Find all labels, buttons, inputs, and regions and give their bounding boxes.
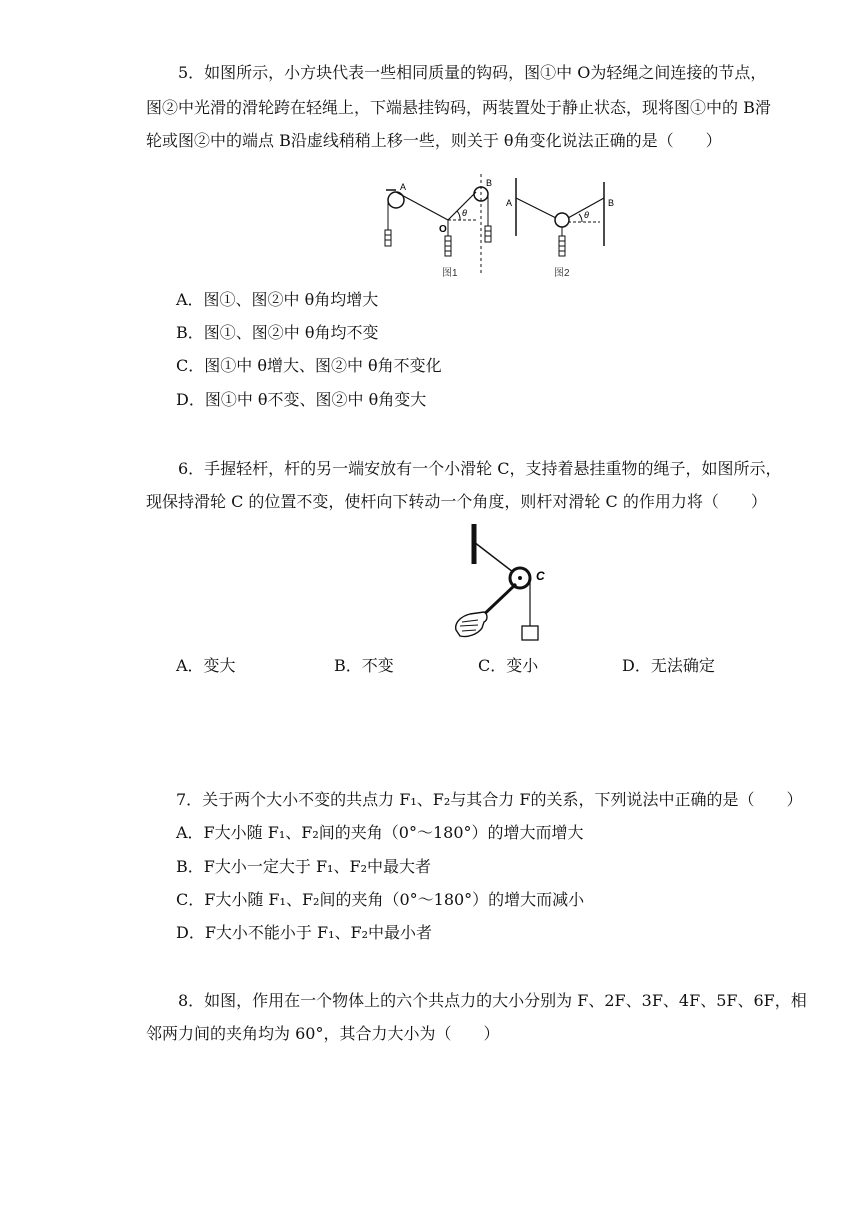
fig1-label-theta: θ (462, 208, 467, 218)
fig2-label-a: A (506, 198, 513, 208)
q5-figure (378, 166, 630, 282)
q6-option-d[interactable]: D．无法确定 (622, 656, 715, 675)
q7-option-c[interactable]: C．F大小随 F₁、F₂间的夹角（0°～180°）的增大而减小 (176, 890, 585, 909)
q5-option-d[interactable]: D．图①中 θ不变、图②中 θ角变大 (176, 390, 427, 409)
fig1-caption: 图1 (442, 268, 458, 279)
pulley-c-label: C (536, 569, 545, 583)
q5-option-a[interactable]: A．图①、图②中 θ角均增大 (176, 290, 379, 309)
q5-stem-line2: 图②中光滑的滑轮跨在轻绳上，下端悬挂钩码，两装置处于静止状态，现将图①中的 B滑 (146, 98, 771, 117)
fig2-label-b: B (608, 198, 615, 208)
q6-stem-line2: 现保持滑轮 C 的位置不变，使杆向下转动一个角度，则杆对滑轮 C 的作用力将（ ） (146, 492, 767, 511)
q5-figure-2 (506, 178, 614, 279)
q6-stem-line1: 6．手握轻杆，杆的另一端安放有一个小滑轮 C，支持着悬挂重物的绳子，如图所示， (178, 459, 782, 478)
weight-icon (385, 230, 391, 246)
fig2-caption: 图2 (554, 268, 570, 279)
weight-icon (522, 626, 538, 640)
fig1-label-o: O (439, 224, 447, 235)
q6-figure (448, 522, 558, 644)
q5-option-c[interactable]: C．图①中 θ增大、图②中 θ角不变化 (176, 356, 442, 375)
q5-stem-line3: 轮或图②中的端点 B沿虚线稍稍上移一些，则关于 θ角变化说法正确的是（ ） (146, 131, 722, 150)
fig2-label-theta: θ (584, 210, 589, 220)
q7-option-b[interactable]: B．F大小一定大于 F₁、F₂中最大者 (176, 857, 431, 876)
q7-option-a[interactable]: A．F大小随 F₁、F₂间的夹角（0°～180°）的增大而增大 (176, 823, 584, 842)
q6-option-c[interactable]: C．变小 (478, 656, 539, 675)
q5-stem-line1: 5．如图所示，小方块代表一些相同质量的钩码，图①中 O为轻绳之间连接的节点， (178, 63, 767, 82)
q8-stem-line1: 8．如图，作用在一个物体上的六个共点力的大小分别为 F、2F、3F、4F、5F、6F，相 (178, 991, 807, 1010)
q5-figure-1 (385, 174, 492, 279)
weight-icon (485, 226, 491, 242)
q8-stem-line2: 邻两力间的夹角均为 60°，其合力大小为（ ） (146, 1024, 500, 1043)
q7-option-d[interactable]: D．F大小不能小于 F₁、F₂中最小者 (176, 923, 433, 942)
hand-icon (456, 612, 487, 637)
pulley-icon (555, 213, 569, 227)
fig1-label-b: B (486, 178, 493, 188)
fig1-label-a: A (400, 182, 407, 192)
q5-option-b[interactable]: B．图①、图②中 θ角均不变 (176, 323, 379, 342)
q6-option-a[interactable]: A．变大 (176, 656, 236, 675)
q6-option-b[interactable]: B．不变 (334, 656, 394, 675)
q7-stem: 7．关于两个大小不变的共点力 F₁、F₂与其合力 F的关系，下列说法中正确的是（ ） (176, 790, 803, 809)
